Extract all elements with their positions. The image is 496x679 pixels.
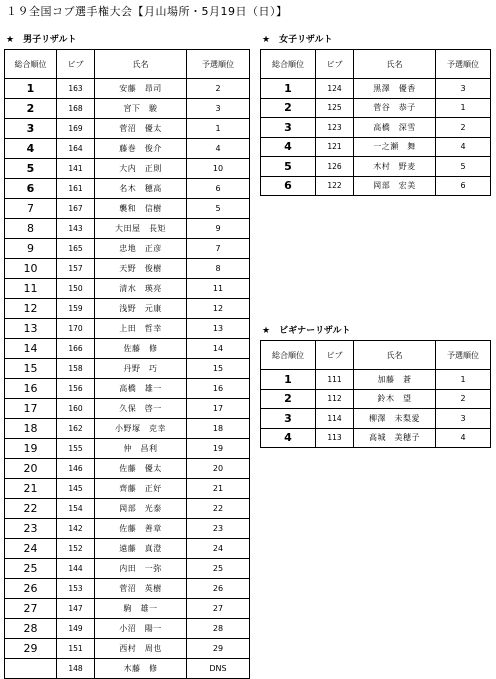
prelim-cell: 13 [187,319,250,339]
table-row [261,157,491,177]
header-bib: ビブ [316,341,354,370]
prelim-cell: 15 [187,359,250,379]
table-row [5,539,250,559]
prelim-cell: 3 [187,99,250,119]
header-prelim: 予選順位 [436,341,491,370]
name-cell: 小野塚 克幸 [95,419,187,439]
rank-cell: 16 [5,379,57,399]
rank-cell: 22 [5,499,57,519]
name-cell: 高橋 雄一 [95,379,187,399]
table-row [5,79,250,99]
prelim-cell: 9 [187,219,250,239]
name-cell: 加藤 蒼 [354,370,436,390]
bib-cell: 112 [316,389,354,409]
bib-cell: 158 [57,359,95,379]
name-cell: 安藤 昂司 [95,79,187,99]
rank-cell: 10 [5,259,57,279]
prelim-cell: 27 [187,599,250,619]
bib-cell: 143 [57,219,95,239]
rank-cell: 29 [5,639,57,659]
rank-cell: 28 [5,619,57,639]
prelim-cell: 12 [187,299,250,319]
prelim-cell: 1 [436,98,491,118]
bib-cell: 113 [316,428,354,448]
table-row [5,619,250,639]
bib-cell: 164 [57,139,95,159]
rank-cell: 23 [5,519,57,539]
prelim-cell: 1 [436,370,491,390]
name-cell: 浅野 元康 [95,299,187,319]
table-row [5,599,250,619]
bib-cell: 165 [57,239,95,259]
header-prelim: 予選順位 [187,50,250,79]
prelim-cell: 25 [187,559,250,579]
name-cell: 黒澤 優香 [354,79,436,99]
prelim-cell: 14 [187,339,250,359]
beginner-results-table [260,340,491,448]
table-row [5,479,250,499]
header-rank: 総合順位 [261,50,316,79]
bib-cell: 114 [316,409,354,429]
name-cell: 名木 穂高 [95,179,187,199]
bib-cell: 161 [57,179,95,199]
prelim-cell: 22 [187,499,250,519]
name-cell: 大田屋 長矩 [95,219,187,239]
rank-cell: 9 [5,239,57,259]
bib-cell: 121 [316,137,354,157]
header-bib: ビブ [316,50,354,79]
name-cell: 内田 一弥 [95,559,187,579]
prelim-cell: 2 [436,118,491,138]
bib-cell: 142 [57,519,95,539]
prelim-cell: 20 [187,459,250,479]
rank-cell: 4 [261,428,316,448]
name-cell: 木村 野麦 [354,157,436,177]
rank-cell: 5 [5,159,57,179]
bib-cell: 156 [57,379,95,399]
prelim-cell: 24 [187,539,250,559]
name-cell: 岡部 光泰 [95,499,187,519]
bib-cell: 169 [57,119,95,139]
table-row [5,279,250,299]
table-row [5,119,250,139]
name-cell: 佐藤 修 [95,339,187,359]
bib-cell: 157 [57,259,95,279]
bib-cell: 125 [316,98,354,118]
table-row [5,579,250,599]
table-row [261,428,491,448]
bib-cell: 145 [57,479,95,499]
table-row [5,159,250,179]
beginner-section-heading: ★ ビギナーリザルト [262,326,351,336]
women-section-heading: ★ 女子リザルト [262,35,333,45]
bib-cell: 149 [57,619,95,639]
prelim-cell: 7 [187,239,250,259]
table-row [5,659,250,679]
table-row [5,639,250,659]
header-prelim: 予選順位 [436,50,491,79]
rank-cell: 2 [5,99,57,119]
table-row [261,409,491,429]
rank-cell: 17 [5,399,57,419]
rank-cell: 15 [5,359,57,379]
header-rank: 総合順位 [261,341,316,370]
name-cell: 駒 雄一 [95,599,187,619]
prelim-cell: 17 [187,399,250,419]
name-cell: 清水 瑛亮 [95,279,187,299]
table-row [5,299,250,319]
name-cell: 柳澤 未梨愛 [354,409,436,429]
rank-cell: 24 [5,539,57,559]
rank-cell: 1 [261,370,316,390]
prelim-cell: 29 [187,639,250,659]
name-cell: 丹野 巧 [95,359,187,379]
name-cell: 佐藤 善章 [95,519,187,539]
rank-cell: 1 [5,79,57,99]
name-cell: 西村 周也 [95,639,187,659]
rank-cell: 3 [261,118,316,138]
name-cell: 齊藤 正好 [95,479,187,499]
table-row [5,319,250,339]
table-row [5,219,250,239]
rank-cell: 21 [5,479,57,499]
prelim-cell: 16 [187,379,250,399]
rank-cell: 27 [5,599,57,619]
name-cell: 忠地 正彦 [95,239,187,259]
bib-cell: 150 [57,279,95,299]
bib-cell: 144 [57,559,95,579]
name-cell: 高橋 深雪 [354,118,436,138]
table-row [5,399,250,419]
table-row [261,79,491,99]
table-row [5,239,250,259]
table-header-row [261,50,491,79]
rank-cell: 25 [5,559,57,579]
prelim-cell: 6 [187,179,250,199]
table-row [5,259,250,279]
prelim-cell: 19 [187,439,250,459]
name-cell: 佐藤 優太 [95,459,187,479]
table-row [5,139,250,159]
header-name: 氏名 [95,50,187,79]
prelim-cell: 10 [187,159,250,179]
name-cell: 菅沼 英樹 [95,579,187,599]
rank-cell: 4 [261,137,316,157]
table-header-row [261,341,491,370]
prelim-cell: 3 [436,79,491,99]
rank-cell: 26 [5,579,57,599]
rank-cell: 3 [261,409,316,429]
table-row [5,419,250,439]
header-name: 氏名 [354,341,436,370]
bib-cell: 166 [57,339,95,359]
rank-cell: 12 [5,299,57,319]
bib-cell: 122 [316,176,354,196]
bib-cell: 159 [57,299,95,319]
bib-cell: 163 [57,79,95,99]
men-results-table [4,49,250,679]
prelim-cell: 4 [436,137,491,157]
table-row [5,439,250,459]
prelim-cell: 5 [436,157,491,177]
rank-cell: 4 [5,139,57,159]
rank-cell: 14 [5,339,57,359]
prelim-cell: 3 [436,409,491,429]
prelim-cell: 5 [187,199,250,219]
bib-cell: 155 [57,439,95,459]
header-bib: ビブ [57,50,95,79]
table-row [5,559,250,579]
table-row [5,99,250,119]
beginner-results-body [261,370,491,448]
prelim-cell: 11 [187,279,250,299]
name-cell: 藤巻 俊介 [95,139,187,159]
rank-cell: 6 [261,176,316,196]
prelim-cell: 2 [436,389,491,409]
prelim-cell: DNS [187,659,250,679]
name-cell: 天野 俊樹 [95,259,187,279]
name-cell: 高城 美穂子 [354,428,436,448]
bib-cell: 170 [57,319,95,339]
table-row [5,379,250,399]
men-section-heading: ★ 男子リザルト [6,35,77,45]
prelim-cell: 4 [436,428,491,448]
rank-cell: 7 [5,199,57,219]
table-row [261,176,491,196]
name-cell: 一之瀬 舞 [354,137,436,157]
rank-cell: 19 [5,439,57,459]
bib-cell: 124 [316,79,354,99]
name-cell: 襲和 信樹 [95,199,187,219]
prelim-cell: 26 [187,579,250,599]
name-cell: 上田 哲幸 [95,319,187,339]
name-cell: 小沼 陽一 [95,619,187,639]
bib-cell: 146 [57,459,95,479]
name-cell: 仲 昌利 [95,439,187,459]
name-cell: 菅谷 恭子 [354,98,436,118]
bib-cell: 154 [57,499,95,519]
rank-cell: 11 [5,279,57,299]
prelim-cell: 28 [187,619,250,639]
table-row [5,179,250,199]
bib-cell: 162 [57,419,95,439]
bib-cell: 153 [57,579,95,599]
bib-cell: 111 [316,370,354,390]
prelim-cell: 8 [187,259,250,279]
prelim-cell: 21 [187,479,250,499]
prelim-cell: 6 [436,176,491,196]
prelim-cell: 23 [187,519,250,539]
women-results-body [261,79,491,196]
page-title: １９全国コブ選手権大会【月山場所・5月19日（日）】 [6,5,288,18]
rank-cell: 5 [261,157,316,177]
name-cell: 大内 正則 [95,159,187,179]
table-row [261,118,491,138]
women-results-table [260,49,491,196]
name-cell: 木藤 修 [95,659,187,679]
name-cell: 鈴木 望 [354,389,436,409]
rank-cell: 2 [261,389,316,409]
table-row [5,339,250,359]
rank-cell: 18 [5,419,57,439]
table-row [5,459,250,479]
rank-cell: 1 [261,79,316,99]
prelim-cell: 18 [187,419,250,439]
bib-cell: 160 [57,399,95,419]
table-row [5,199,250,219]
name-cell: 宮下 駿 [95,99,187,119]
rank-cell: 2 [261,98,316,118]
name-cell: 遠藤 真澄 [95,539,187,559]
bib-cell: 148 [57,659,95,679]
prelim-cell: 4 [187,139,250,159]
header-name: 氏名 [354,50,436,79]
table-row [261,389,491,409]
prelim-cell: 1 [187,119,250,139]
bib-cell: 151 [57,639,95,659]
table-row [5,499,250,519]
table-row [5,519,250,539]
table-row [261,137,491,157]
rank-cell: 6 [5,179,57,199]
bib-cell: 141 [57,159,95,179]
name-cell: 久保 啓一 [95,399,187,419]
bib-cell: 168 [57,99,95,119]
table-row [261,370,491,390]
table-row [5,359,250,379]
name-cell: 岡部 宏美 [354,176,436,196]
rank-cell [5,659,57,679]
table-row [261,98,491,118]
rank-cell: 13 [5,319,57,339]
bib-cell: 167 [57,199,95,219]
bib-cell: 147 [57,599,95,619]
bib-cell: 123 [316,118,354,138]
bib-cell: 126 [316,157,354,177]
prelim-cell: 2 [187,79,250,99]
rank-cell: 3 [5,119,57,139]
table-header-row [5,50,250,79]
name-cell: 菅沼 優太 [95,119,187,139]
header-rank: 総合順位 [5,50,57,79]
bib-cell: 152 [57,539,95,559]
rank-cell: 8 [5,219,57,239]
men-results-body [5,79,250,679]
rank-cell: 20 [5,459,57,479]
